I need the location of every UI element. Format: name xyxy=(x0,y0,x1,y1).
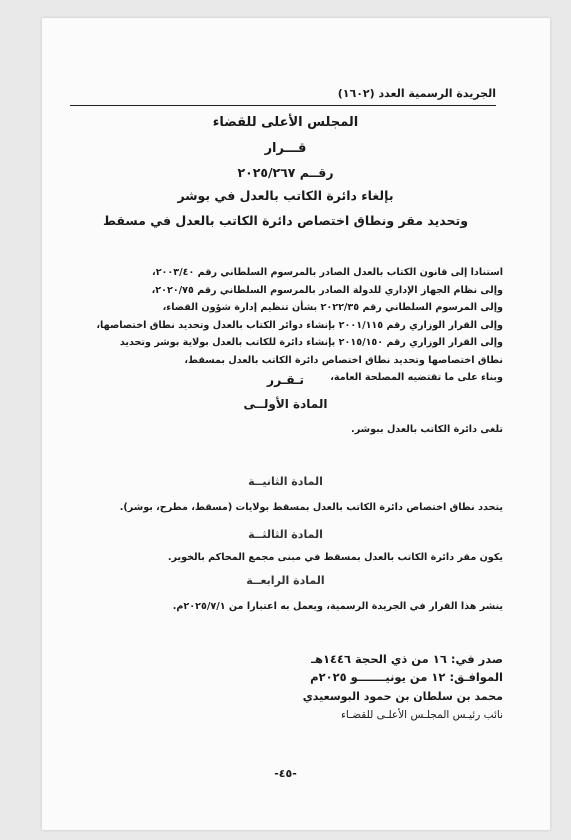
gazette-issue-label: الجريدة الرسمية العدد (١٦٠٢) xyxy=(337,87,496,100)
article-1-heading: المادة الأولــى xyxy=(243,397,328,411)
article-4-body: ينشر هذا القرار في الجريدة الرسمية، ويعمل به اعتبارا من ٢٠٢٥/٧/١م. xyxy=(172,601,503,612)
preamble-line: وإلى القرار الوزاري رقم ٢٠١٥/١٥٠ بإنشاء دائرة للكاتب بالعدل بولاية بوشر وتحديد xyxy=(119,337,503,348)
preamble-line: نطاق اختصاصها وتحديد نطاق اختصاص دائرة الكاتب بالعدل بمسقط، xyxy=(184,354,503,366)
decree-heading: تـقـرر xyxy=(266,372,305,387)
signer-title: نائب رئيـس المجلـس الأعلـى للقضـاء xyxy=(340,709,503,721)
issue-date-hijri: صدر في: ١٦ من ذي الحجة ١٤٤٦هـ xyxy=(311,652,503,666)
decision-word: قـــرار xyxy=(264,141,307,156)
council-name: المجلس الأعلى للقضاء xyxy=(212,115,359,130)
preamble-line: وإلى القرار الوزاري رقم ٢٠٠١/١١٥ بإنشاء دوائر الكتاب بالعدل وتحديد نطاق اختصاصها، xyxy=(96,319,503,331)
preamble-line: وإلى المرسوم السلطاني رقم ٢٠٢٢/٣٥ بشأن تنظيم إدارة شؤون القضاء، xyxy=(162,302,503,313)
preamble-line: استنادا إلى قانون الكتاب بالعدل الصادر بالمرسوم السلطاني رقم ٢٠٠٣/٤٠، xyxy=(152,267,503,278)
article-4-heading: المادة الرابعــة xyxy=(246,574,325,587)
decision-subject-line2: وتحديد مقر ونطاق اختصاص دائرة الكاتب بالعدل في مسقط xyxy=(103,213,468,228)
preamble-line: وبناء على ما تقتضيه المصلحة العامة، xyxy=(330,372,503,383)
decision-number: رقــم ٢٠٢٥/٢٦٧ xyxy=(237,165,334,180)
preamble-line: وإلى نظام الجهاز الإداري للدولة الصادر بالمرسوم السلطاني رقم ٢٠٢٠/٧٥، xyxy=(151,284,503,296)
page-number: -٤٥- xyxy=(274,767,297,780)
article-3-heading: المادة الثالثــة xyxy=(248,528,323,541)
issue-date-gregorian: الموافـق: ١٢ من يونيـــــــو ٢٠٢٥م xyxy=(310,670,503,684)
article-1-body: تلغى دائرة الكاتب بالعدل ببوشر. xyxy=(351,424,503,435)
decision-subject-line1: بإلغاء دائرة الكاتب بالعدل في بوشر xyxy=(177,188,394,203)
signer-name: محمد بن سلطان بن حمود البوسعيدي xyxy=(302,690,503,703)
article-2-heading: المادة الثانيــة xyxy=(248,475,323,488)
article-3-body: يكون مقر دائرة الكاتب بالعدل بمسقط في مبنى مجمع المحاكم بالخوير. xyxy=(167,552,503,563)
gazette-header xyxy=(70,85,496,106)
article-2-body: يتحدد نطاق اختصاص دائرة الكاتب بالعدل بمسقط بولايات (مسقط، مطرح، بوشر). xyxy=(119,502,503,513)
preamble xyxy=(70,264,503,387)
